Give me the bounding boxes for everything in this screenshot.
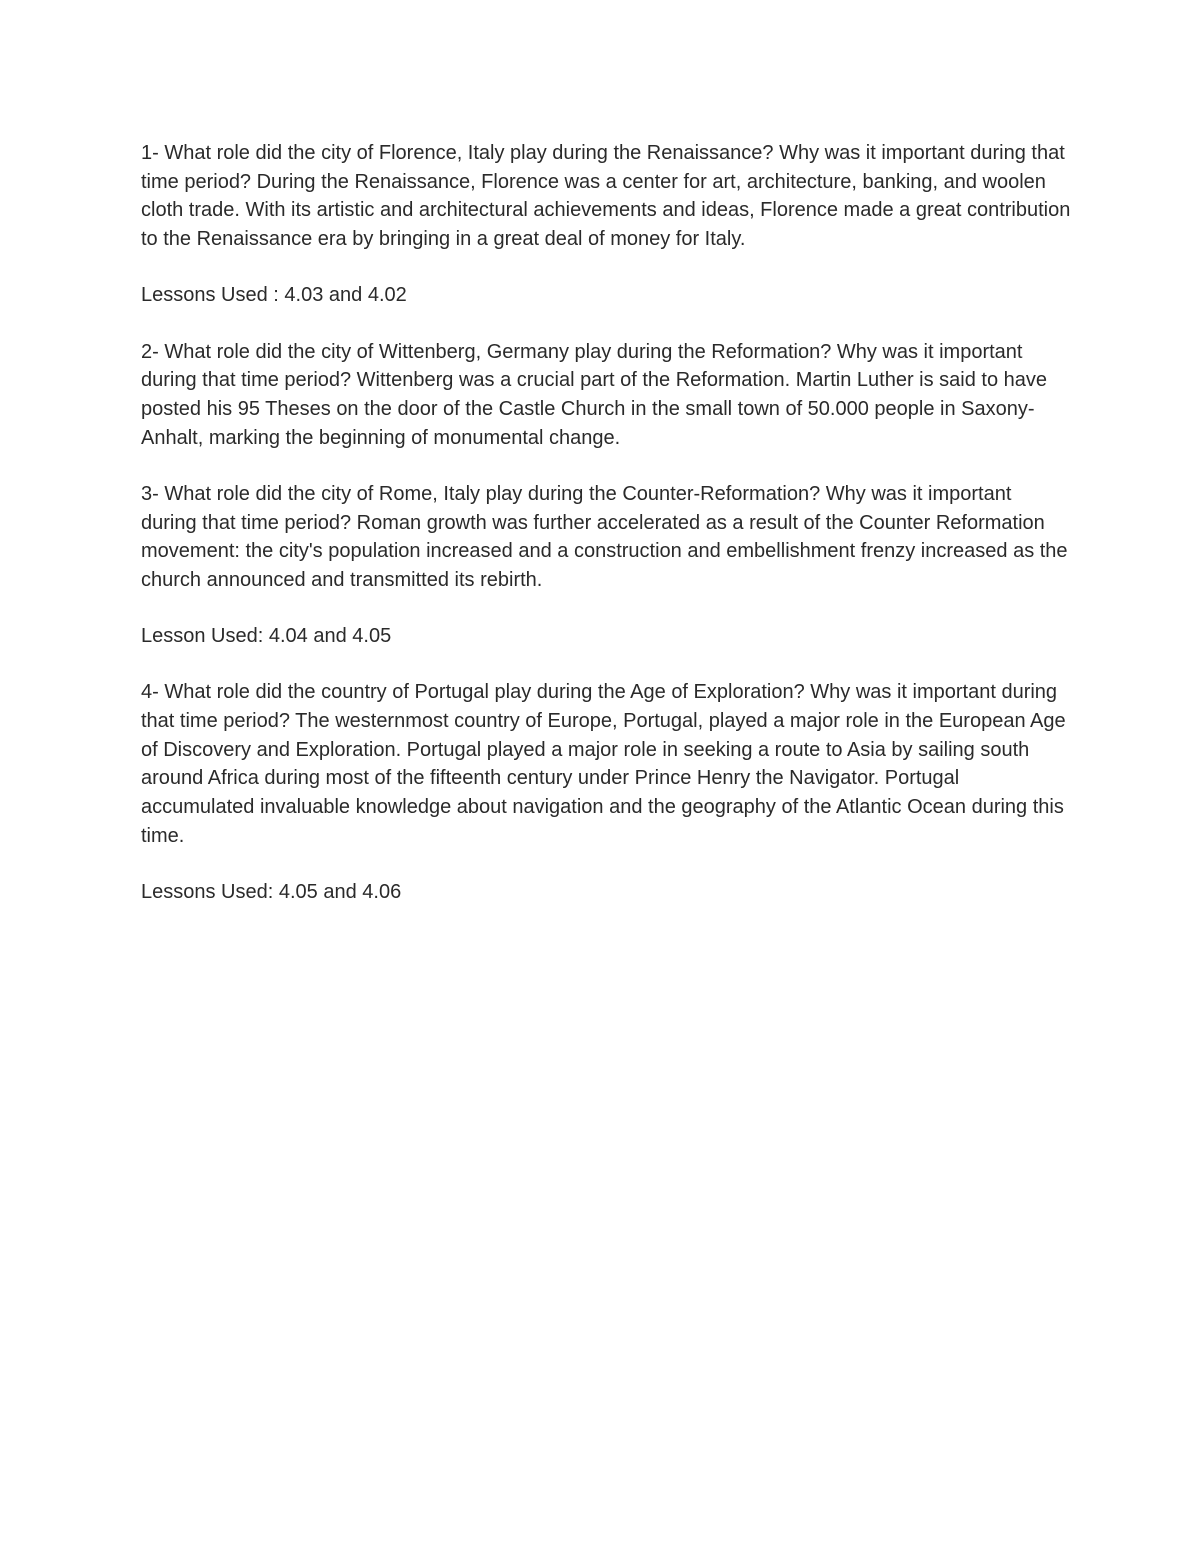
question-2-paragraph: 2- What role did the city of Wittenberg, Germany play during the Reformation? Why was it important during that time period? Wittenberg was a crucial part of the Reformation. Martin Luther is said to have posted his 95 Theses on the door of the Castle Church in the small town of 50.000 people in Saxony-Anhalt, marking the beginning of monumental change. — [141, 340, 1048, 449]
question-1-paragraph: 1- What role did the city of Florence, Italy play during the Renaissance? Why was it important during that time period? During the Renaissance, Florence was a center for art, architecture, banking, and woolen cloth trade. With its artistic and architectural achievements and ideas, Florence made a great contribution to the Renaissance era by bringing in a great deal of money for Italy. — [141, 142, 1071, 251]
lessons-used-2: Lesson Used: 4.04 and 4.05 — [141, 625, 392, 648]
lessons-used-1: Lessons Used : 4.03 and 4.02 — [141, 284, 407, 307]
lessons-used-3: Lessons Used: 4.05 and 4.06 — [141, 881, 402, 904]
question-3-paragraph: 3- What role did the city of Rome, Italy play during the Counter-Reformation? Why was it important during that time period? Roman growth was further accelerated as a result of the Counter Reformation movement: the city's population increased and a construction and embellishment frenzy increased as the church announced and transmitted its rebirth. — [141, 482, 1068, 591]
document-body — [141, 139, 1071, 934]
question-4-paragraph: 4- What role did the country of Portugal play during the Age of Exploration? Why was it important during that time period? The westernmost country of Europe, Portugal, played a major role in the European Age of Discovery and Exploration. Portugal played a major role in seeking a route to Asia by sailing south around Africa during most of the fifteenth century under Prince Henry the Navigator. Portugal accumulated invaluable knowledge about navigation and the geography of the Atlantic Ocean during this time. — [141, 681, 1066, 847]
